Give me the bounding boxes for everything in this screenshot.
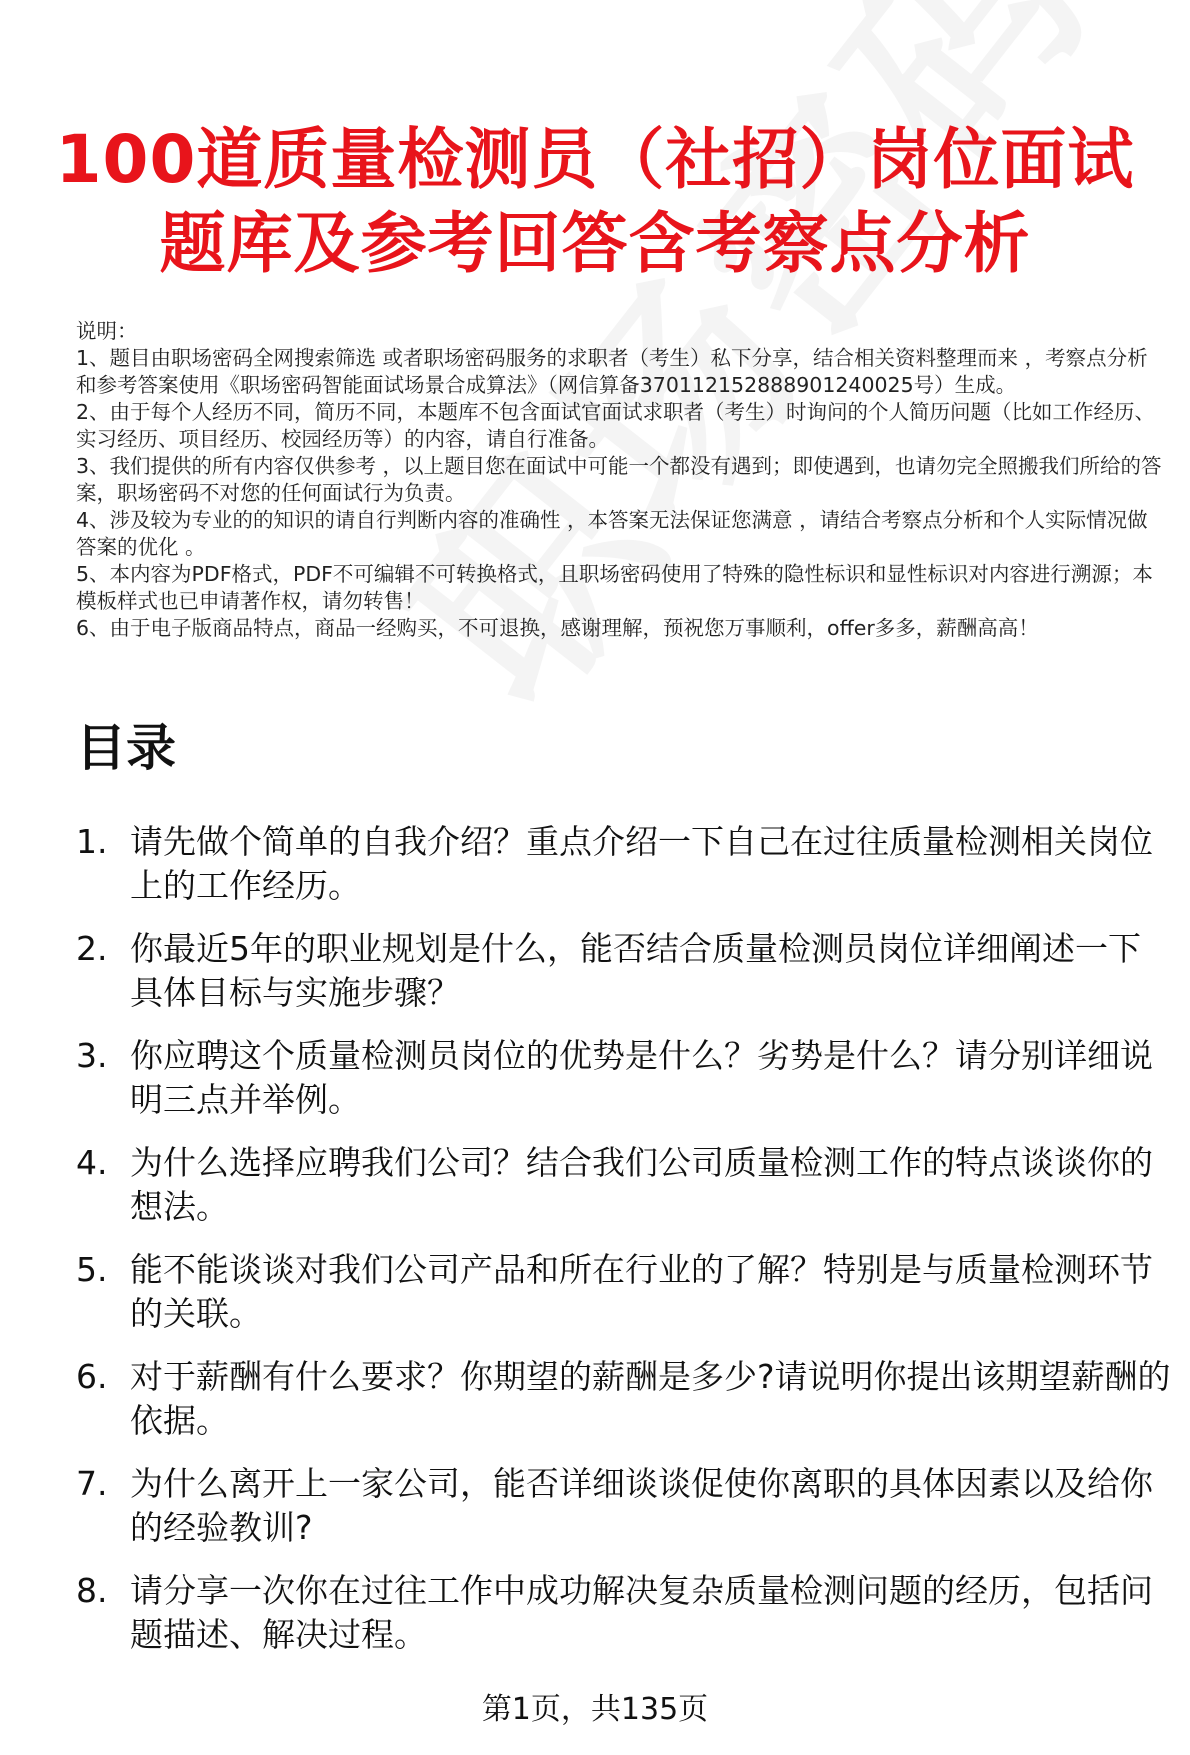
toc-item-number: 2. bbox=[76, 929, 108, 968]
toc-item-number: 4. bbox=[76, 1143, 108, 1182]
toc-item-text: 对于薪酬有什么要求？你期望的薪酬是多少?请说明你提出该期望薪酬的依据。 bbox=[130, 1357, 1171, 1440]
note-item: 2、由于每个人经历不同，简历不同，本题库不包含面试官面试求职者（考生）时询问的个人简历问题（比如工作经历、实习经历、项目经历、校园经历等）的内容，请自行准备。 bbox=[76, 400, 1156, 451]
toc-item-text: 请先做个简单的自我介绍？重点介绍一下自己在过往质量检测相关岗位上的工作经历。 bbox=[130, 822, 1153, 905]
toc-item-number: 1. bbox=[76, 822, 108, 861]
note-item: 4、涉及较为专业的的知识的请自行判断内容的准确性 ，本答案无法保证您满意 ，请结合考察点分析和个人实际情况做答案的优化 。 bbox=[76, 508, 1148, 559]
toc-item-text: 为什么选择应聘我们公司？结合我们公司质量检测工作的特点谈谈你的想法。 bbox=[130, 1143, 1153, 1226]
toc-item-number: 8. bbox=[76, 1571, 108, 1610]
toc-item[interactable] bbox=[76, 1248, 1171, 1336]
toc-item[interactable] bbox=[76, 1141, 1171, 1229]
toc-item[interactable] bbox=[76, 1034, 1171, 1122]
toc-item[interactable] bbox=[76, 1355, 1171, 1443]
toc-item[interactable] bbox=[76, 1569, 1171, 1657]
toc-list bbox=[76, 820, 1171, 1676]
notes-heading: 说明： bbox=[76, 319, 138, 343]
notes-section bbox=[76, 318, 1166, 642]
note-item: 1、题目由职场密码全网搜索筛选 或者职场密码服务的求职者（考生）私下分享，结合相关资料整理而来 ，考察点分析和参考答案使用《职场密码智能面试场景合成算法》（网信算备370112152888901240025号）生成。 bbox=[76, 346, 1148, 397]
toc-item-number: 6. bbox=[76, 1357, 108, 1396]
toc-item-text: 能不能谈谈对我们公司产品和所在行业的了解？特别是与质量检测环节的关联。 bbox=[130, 1250, 1153, 1333]
toc-item-text: 你最近5年的职业规划是什么，能否结合质量检测员岗位详细阐述一下具体目标与实施步骤？ bbox=[130, 929, 1141, 1012]
toc-item[interactable] bbox=[76, 1462, 1171, 1550]
toc-item-text: 为什么离开上一家公司，能否详细谈谈促使你离职的具体因素以及给你的经验教训? bbox=[130, 1464, 1153, 1547]
toc-item-text: 请分享一次你在过往工作中成功解决复杂质量检测问题的经历，包括问题描述、解决过程。 bbox=[130, 1571, 1153, 1654]
note-item: 6、由于电子版商品特点，商品一经购买，不可退换，感谢理解，预祝您万事顺利，offer多多，薪酬高高！ bbox=[76, 616, 1039, 640]
page-title bbox=[0, 118, 1190, 286]
toc-item[interactable] bbox=[76, 820, 1171, 908]
title-line-1: 100道质量检测员（社招）岗位面试 bbox=[55, 121, 1135, 198]
note-item: 3、我们提供的所有内容仅供参考 ，以上题目您在面试中可能一个都没有遇到；即使遇到，也请勿完全照搬我们所给的答案，职场密码不对您的任何面试行为负责。 bbox=[76, 454, 1162, 505]
toc-heading: 目录 bbox=[76, 719, 176, 777]
toc-item-text: 你应聘这个质量检测员岗位的优势是什么？劣势是什么？请分别详细说明三点并举例。 bbox=[130, 1036, 1153, 1119]
title-line-2: 题库及参考回答含考察点分析 bbox=[159, 205, 1031, 282]
note-item: 5、本内容为PDF格式，PDF不可编辑不可转换格式，且职场密码使用了特殊的隐性标识和显性标识对内容进行溯源；本模板样式也已申请著作权，请勿转售！ bbox=[76, 562, 1153, 613]
toc-item-number: 5. bbox=[76, 1250, 108, 1289]
page-number: 第1页，共135页 bbox=[481, 1692, 709, 1727]
toc-item-number: 7. bbox=[76, 1464, 108, 1503]
toc-item-number: 3. bbox=[76, 1036, 108, 1075]
toc-item[interactable] bbox=[76, 927, 1171, 1015]
